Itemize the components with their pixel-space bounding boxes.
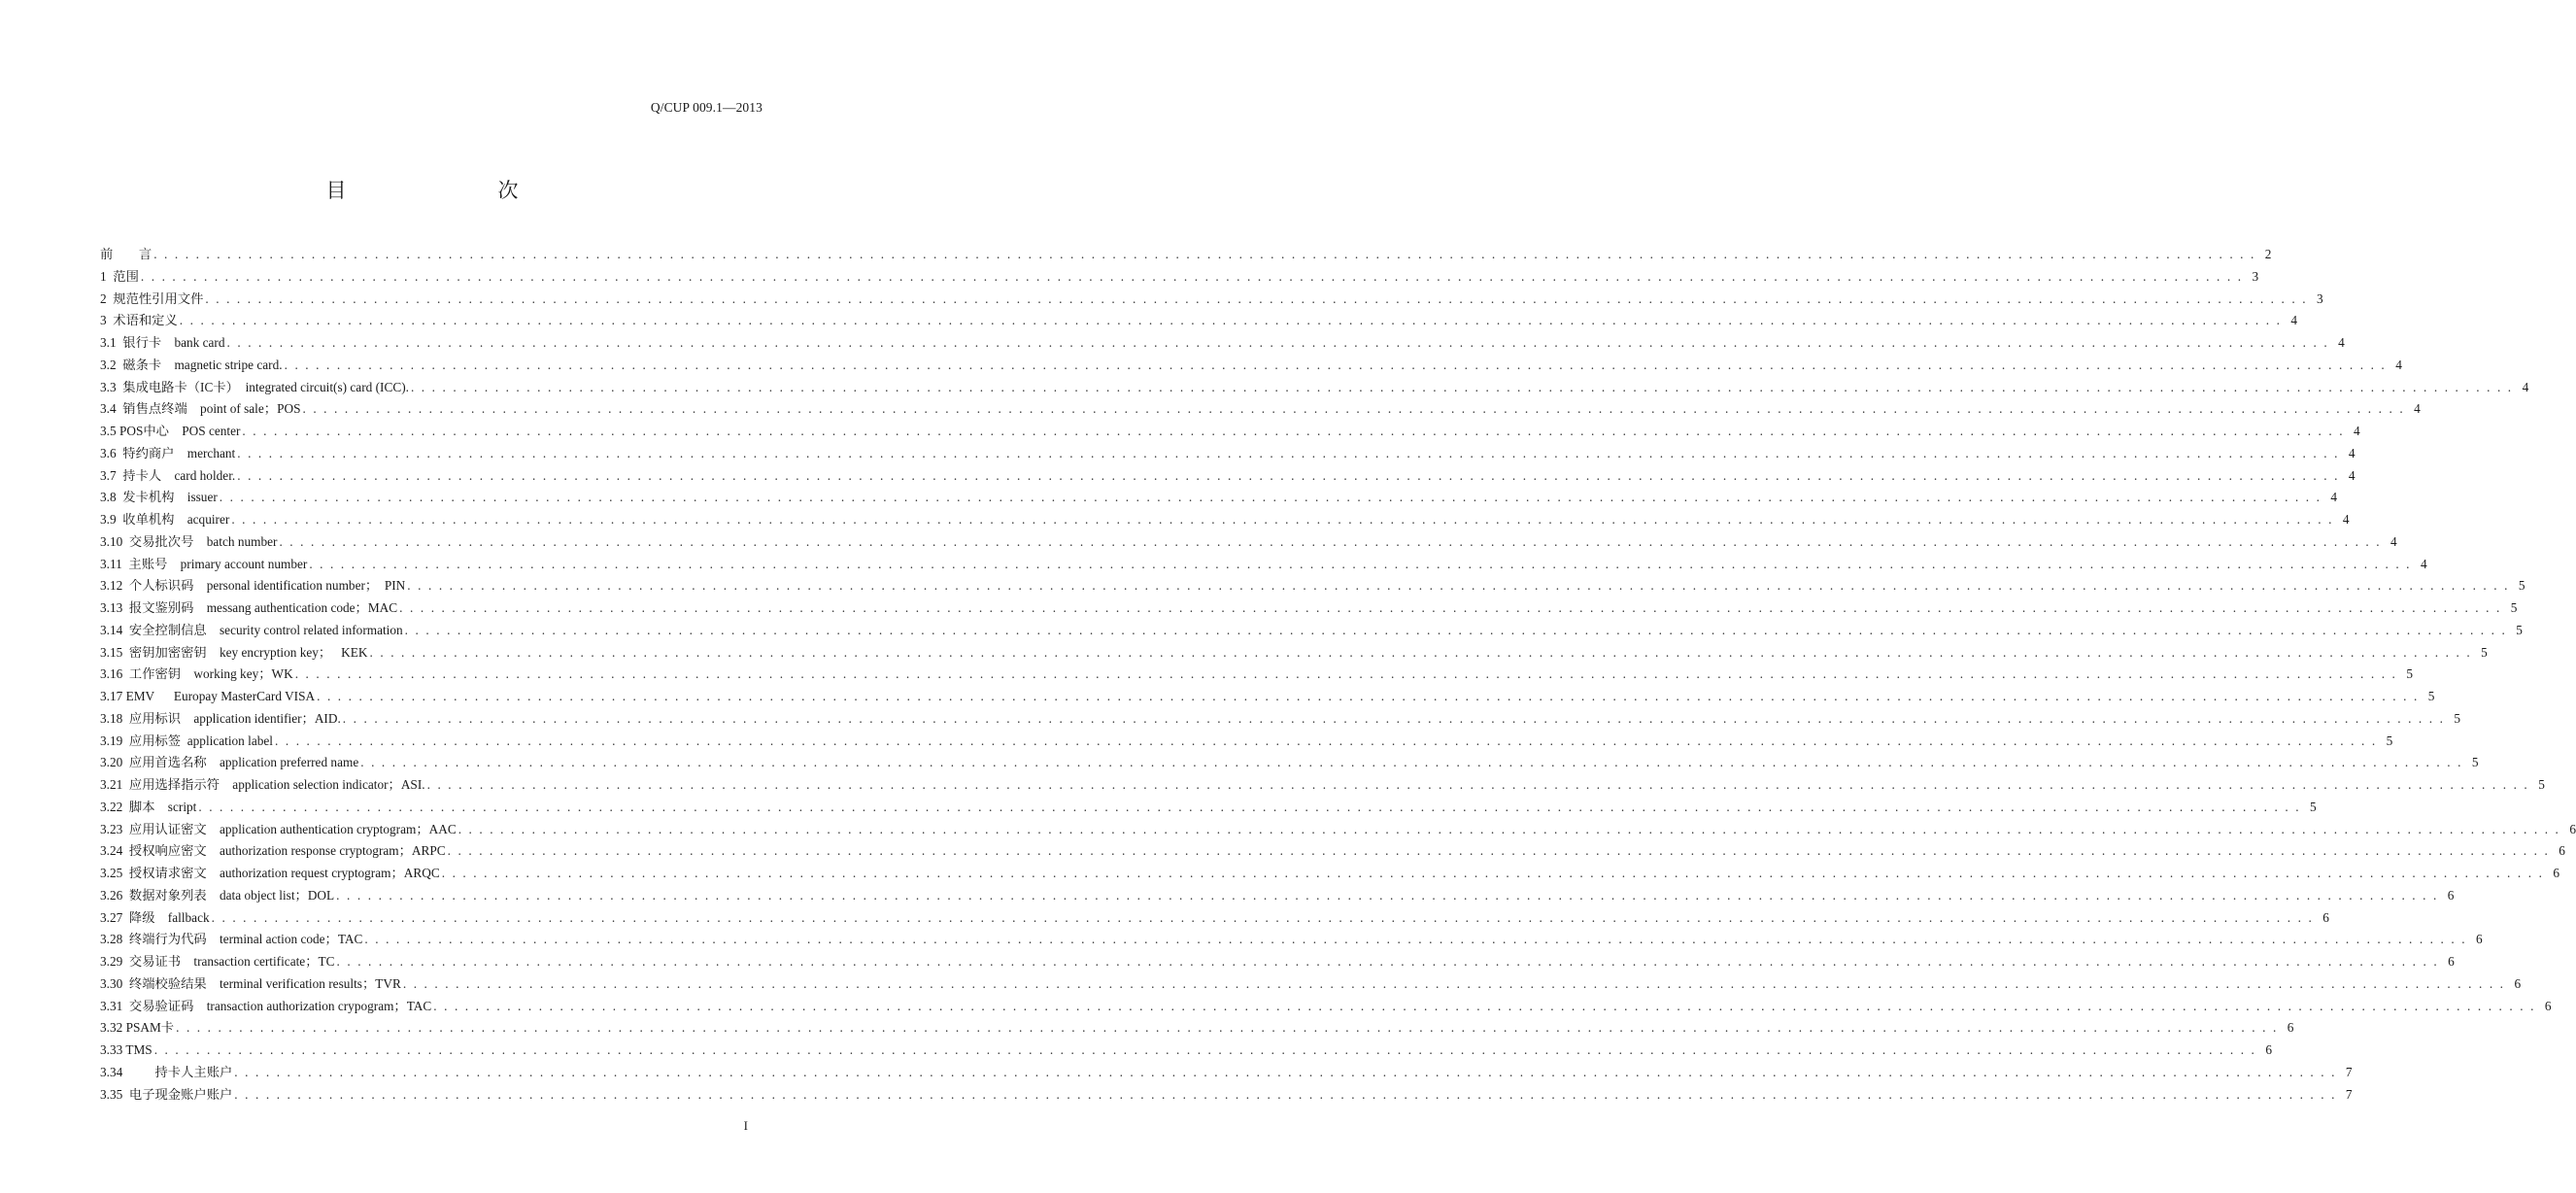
toc-entry[interactable] (100, 421, 2360, 443)
toc-leader-dots: . . . . . . . . . . . . . . . . . . . . . . . . . . . . . . . . . . . . . . . . . . . . . . . . . . . . . . . . . . . . . . . . . . . . . . . . . . . . . . . . . . . . . . . . . . . . . . . . . . . . . . . . . . . . . . . . . . . . . . . . . . . . . . . . . . . . . . . . . . . . . . . . . . . . . . . . . . . . . . . . . . . . . . . . . . . . . . . . . . . . . . . . . . . . . . . . . . . . . . . . (153, 1042, 2256, 1057)
toc-entry-page: 6 (2265, 1042, 2272, 1057)
toc-leader-dots: . . . . . . . . . . . . . . . . . . . . . . . . . . . . . . . . . . . . . . . . . . . . . . . . . . . . . . . . . . . . . . . . . . . . . . . . . . . . . . . . . . . . . . . . . . . . . . . . . . . . . . . . . . . . . . . . . . . . . . . . . . . . . . . . . . . . . . . . . . . . . . . . . . . . . . . . . . . . . . . . . . . . . . . . . . . . . . . . . . . . . . . . . . . . . . . . . . . . . . . . (404, 622, 2507, 637)
toc-leader-dots: . . . . . . . . . . . . . . . . . . . . . . . . . . . . . . . . . . . . . . . . . . . . . . . . . . . . . . . . . . . . . . . . . . . . . . . . . . . . . . . . . . . . . . . . . . . . . . . . . . . . . . . . . . . . . . . . . . . . . . . . . . . . . . . . . . . . . . . . . . . . . . . . . . . . . . . . . . . . . . . . . . . . . . . . . . . . . . . . . . . . . . . . . . . . . . . . . . . . . . . . (176, 1020, 2279, 1036)
toc-leader-dots: . . . . . . . . . . . . . . . . . . . . . . . . . . . . . . . . . . . . . . . . . . . . . . . . . . . . . . . . . . . . . . . . . . . . . . . . . . . . . . . . . . . . . . . . . . . . . . . . . . . . . . . . . . . . . . . . . . . . . . . . . . . . . . . . . . . . . . . . . . . . . . . . . . . . . . . . . . . . . . . . . . . . . . . . . . . . . . . . . . . . . . . . . . . . . . . . . . . . . . . . (433, 998, 2536, 1013)
toc-leader-dots: . . . . . . . . . . . . . . . . . . . . . . . . . . . . . . . . . . . . . . . . . . . . . . . . . . . . . . . . . . . . . . . . . . . . . . . . . . . . . . . . . . . . . . . . . . . . . . . . . . . . . . . . . . . . . . . . . . . . . . . . . . . . . . . . . . . . . . . . . . . . . . . . . . . . . . . . . . . . . . . . . . . . . . . . . . . . . . . . . . . . . . . . . . . . . . . . . . . . . . . . (399, 600, 2502, 615)
toc-entry-label: 3.12 个人标识码 personal identification number； PIN (100, 578, 406, 594)
toc-entry[interactable] (100, 575, 2525, 597)
toc-leader-dots: . . . . . . . . . . . . . . . . . . . . . . . . . . . . . . . . . . . . . . . . . . . . . . . . . . . . . . . . . . . . . . . . . . . . . . . . . . . . . . . . . . . . . . . . . . . . . . . . . . . . . . . . . . . . . . . . . . . . . . . . . . . . . . . . . . . . . . . . . . . . . . . . . . . . . . . . . . . . . . . . . . . . . . . . . . . . . . . . . . . . . . . . . . . . . . . . . . . . . . . . (407, 578, 2510, 594)
toc-entry[interactable] (100, 443, 2356, 465)
toc-entry-page: 5 (2481, 644, 2488, 660)
toc-entry-page: 4 (2290, 313, 2298, 328)
toc-entry-label: 3.16 工作密钥 working key；WK (100, 666, 293, 682)
toc-leader-dots: . . . . . . . . . . . . . . . . . . . . . . . . . . . . . . . . . . . . . . . . . . . . . . . . . . . . . . . . . . . . . . . . . . . . . . . . . . . . . . . . . . . . . . . . . . . . . . . . . . . . . . . . . . . . . . . . . . . . . . . . . . . . . . . . . . . . . . . . . . . . . . . . . . . . . . . . . . . . . . . . . . . . . . . . . . . . . . . . . . . . . . . . . . . . . . . . . . . . . . . . (198, 799, 2301, 814)
toc-entry[interactable] (100, 377, 2529, 399)
toc-leader-dots: . . . . . . . . . . . . . . . . . . . . . . . . . . . . . . . . . . . . . . . . . . . . . . . . . . . . . . . . . . . . . . . . . . . . . . . . . . . . . . . . . . . . . . . . . . . . . . . . . . . . . . . . . . . . . . . . . . . . . . . . . . . . . . . . . . . . . . . . . . . . . . . . . . . . . . . . . . . . . . . . . . . . . . . . . . . . . . . . . . . . . . . . . . . . . . . . . . . . . . . . (336, 954, 2439, 969)
toc-leader-dots: . . . . . . . . . . . . . . . . . . . . . . . . . . . . . . . . . . . . . . . . . . . . . . . . . . . . . . . . . . . . . . . . . . . . . . . . . . . . . . . . . . . . . . . . . . . . . . . . . . . . . . . . . . . . . . . . . . . . . . . . . . . . . . . . . . . . . . . . . . . . . . . . . . . . . . . . . . . . . . . . . . . . . . . . . . . . . . . . . . . . . . . . . . . . . . . . . . . . . . . . (309, 556, 2412, 571)
toc-entry[interactable] (100, 686, 2435, 708)
toc-entry-page: 5 (2538, 777, 2545, 792)
toc-entry-label: 前 言 (100, 247, 153, 261)
toc-entry-page: 3 (2252, 268, 2259, 284)
toc-leader-dots: . . . . . . . . . . . . . . . . . . . . . . . . . . . . . . . . . . . . . . . . . . . . . . . . . . . . . . . . . . . . . . . . . . . . . . . . . . . . . . . . . . . . . . . . . . . . . . . . . . . . . . . . . . . . . . . . . . . . . . . . . . . . . . . . . . . . . . . . . . . . . . . . . . . . . . . . . . . . . . . . . . . . . . . . . . . . . . . . . . . . . . . . . . . . . . . . . . . . . . . . (211, 909, 2314, 925)
page-number: I (743, 1118, 748, 1133)
toc-entry[interactable] (100, 819, 2576, 841)
toc-entry-label: 3.13 报文鉴别码 messang authentication code；MAC (100, 600, 398, 615)
toc-entry[interactable] (100, 752, 2479, 774)
toc-leader-dots: . . . . . . . . . . . . . . . . . . . . . . . . . . . . . . . . . . . . . . . . . . . . . . . . . . . . . . . . . . . . . . . . . . . . . . . . . . . . . . . . . . . . . . . . . . . . . . . . . . . . . . . . . . . . . . . . . . . . . . . . . . . . . . . . . . . . . . . . . . . . . . . . . . . . . . . . . . . . . . . . . . . . . . . . . . . . . . . . . . . . . . . . . . . . . . . . . . . . . . . . (441, 866, 2544, 880)
toc-leader-dots: . . . . . . . . . . . . . . . . . . . . . . . . . . . . . . . . . . . . . . . . . . . . . . . . . . . . . . . . . . . . . . . . . . . . . . . . . . . . . . . . . . . . . . . . . . . . . . . . . . . . . . . . . . . . . . . . . . . . . . . . . . . . . . . . . . . . . . . . . . . . . . . . . . . . . . . . . . . . . . . . . . . . . . . . . . . . . . . . . . . . . . . . . . . . . . . . . . . . . . . . (342, 710, 2446, 726)
toc-entry-page: 5 (2516, 622, 2523, 637)
toc-entry-label: 3.9 收单机构 acquirer (100, 512, 230, 527)
toc-leader-dots: . . . . . . . . . . . . . . . . . . . . . . . . . . . . . . . . . . . . . . . . . . . . . . . . . . . . . . . . . . . . . . . . . . . . . . . . . . . . . . . . . . . . . . . . . . . . . . . . . . . . . . . . . . . . . . . . . . . . . . . . . . . . . . . . . . . . . . . . . . . . . . . . . . . . . . . . . . . . . . . . . . . . . . . . . . . . . . . . . . . . . . . . . . . . . . . . . . . . . . . . (234, 1086, 2337, 1102)
toc-entry[interactable] (100, 1040, 2272, 1062)
toc-leader-dots: . . . . . . . . . . . . . . . . . . . . . . . . . . . . . . . . . . . . . . . . . . . . . . . . . . . . . . . . . . . . . . . . . . . . . . . . . . . . . . . . . . . . . . . . . . . . . . . . . . . . . . . . . . . . . . . . . . . . . . . . . . . . . . . . . . . . . . . . . . . . . . . . . . . . . . . . . . . . . . . . . . . . . . . . . . . . . . . . . . . . . . . . . . . . . . . . . . . . . . . . (364, 932, 2467, 947)
toc-entry[interactable] (100, 620, 2523, 642)
toc-entry[interactable] (100, 1084, 2353, 1107)
toc-entry[interactable] (100, 289, 2323, 311)
toc-entry-page: 6 (2514, 975, 2522, 991)
toc-entry-page: 5 (2510, 600, 2518, 615)
toc-entry-label: 3.32 PSAM卡 (100, 1020, 175, 1036)
toc-entry[interactable] (100, 907, 2329, 930)
toc-entry-label: 3.19 应用标签 application label (100, 733, 273, 748)
toc-entry[interactable] (100, 996, 2552, 1018)
toc-entry[interactable] (100, 531, 2397, 554)
toc-entry-page: 7 (2345, 1086, 2353, 1102)
toc-entry-label: 1 范围 (100, 268, 139, 284)
toc-entry[interactable] (100, 1017, 2294, 1040)
toc-entry-label: 3.24 授权响应密文 authorization response cryptogram；ARPC (100, 843, 446, 859)
toc-title: 目 次 (325, 179, 556, 202)
toc-entry-page: 4 (2348, 445, 2356, 460)
toc-entry[interactable] (100, 509, 2350, 531)
toc-entry-page: 6 (2448, 954, 2455, 969)
toc-entry-label: 3.3 集成电路卡（IC卡） integrated circuit(s) card (ICC). (100, 379, 409, 394)
toc-entry-label: 3.14 安全控制信息 security control related information (100, 622, 403, 637)
toc-entry-label: 3.15 密钥加密密钥 key encryption key； KEK (100, 644, 368, 660)
toc-leader-dots: . . . . . . . . . . . . . . . . . . . . . . . . . . . . . . . . . . . . . . . . . . . . . . . . . . . . . . . . . . . . . . . . . . . . . . . . . . . . . . . . . . . . . . . . . . . . . . . . . . . . . . . . . . . . . . . . . . . . . . . . . . . . . . . . . . . . . . . . . . . . . . . . . . . . . . . . . . . . . . . . . . . . . . . . . . . . . . . . . . . . . . . . . . . . . . . . . . . . . . . . (242, 424, 2345, 438)
toc-entry-page: 4 (2395, 357, 2402, 372)
toc-entry[interactable] (100, 774, 2545, 797)
toc-entry-page: 5 (2386, 733, 2393, 748)
toc-entry-label: 3.4 销售点终端 point of sale；POS (100, 401, 301, 417)
toc-entry[interactable] (100, 840, 2565, 863)
toc-entry-label: 3.11 主账号 primary account number (100, 556, 308, 571)
toc-entry-page: 2 (2264, 247, 2272, 261)
toc-entry[interactable] (100, 642, 2488, 665)
toc-leader-dots: . . . . . . . . . . . . . . . . . . . . . . . . . . . . . . . . . . . . . . . . . . . . . . . . . . . . . . . . . . . . . . . . . . . . . . . . . . . . . . . . . . . . . . . . . . . . . . . . . . . . . . . . . . . . . . . . . . . . . . . . . . . . . . . . . . . . . . . . . . . . . . . . . . . . . . . . . . . . . . . . . . . . . . . . . . . . . . . . . . . . . . . . . . . . . . . . . . . . . . . . (336, 887, 2439, 903)
toc-leader-dots: . . . . . . . . . . . . . . . . . . . . . . . . . . . . . . . . . . . . . . . . . . . . . . . . . . . . . . . . . . . . . . . . . . . . . . . . . . . . . . . . . . . . . . . . . . . . . . . . . . . . . . . . . . . . . . . . . . . . . . . . . . . . . . . . . . . . . . . . . . . . . . . . . . . . . . . . . . . . . . . . . . . . . . . . . . . . . . . . . . . . . . . . . . . . . . . . . . . . . . . . (294, 666, 2397, 682)
toc-entry-page: 4 (2420, 556, 2427, 571)
toc-leader-dots: . . . . . . . . . . . . . . . . . . . . . . . . . . . . . . . . . . . . . . . . . . . . . . . . . . . . . . . . . . . . . . . . . . . . . . . . . . . . . . . . . . . . . . . . . . . . . . . . . . . . . . . . . . . . . . . . . . . . . . . . . . . . . . . . . . . . . . . . . . . . . . . . . . . . . . . . . . . . . . . . . . . . . . . . . . . . . . . . . . . . . . . . . . . . . . . . . . . . . . . . (234, 1064, 2337, 1079)
toc-leader-dots: . . . . . . . . . . . . . . . . . . . . . . . . . . . . . . . . . . . . . . . . . . . . . . . . . . . . . . . . . . . . . . . . . . . . . . . . . . . . . . . . . . . . . . . . . . . . . . . . . . . . . . . . . . . . . . . . . . . . . . . . . . . . . . . . . . . . . . . . . . . . . . . . . . . . . . . . . . . . . . . . . . . . . . . . . . . . . . . . . . . . . . . . . . . . . . . . . . . . . . . . (231, 512, 2334, 527)
toc-entry-label: 3.10 交易批次号 batch number (100, 533, 278, 549)
toc-leader-dots: . . . . . . . . . . . . . . . . . . . . . . . . . . . . . . . . . . . . . . . . . . . . . . . . . . . . . . . . . . . . . . . . . . . . . . . . . . . . . . . . . . . . . . . . . . . . . . . . . . . . . . . . . . . . . . . . . . . . . . . . . . . . . . . . . . . . . . . . . . . . . . . . . . . . . . . . . . . . . . . . . . . . . . . . . . . . . . . . . . . . . . . . . . . . . . . . . . . . . . . . (205, 290, 2308, 306)
toc-entry[interactable] (100, 708, 2461, 731)
toc-entry-page: 6 (2322, 909, 2329, 925)
toc-entry-label: 3.22 脚本 script (100, 799, 197, 814)
toc-entry[interactable] (100, 664, 2413, 686)
toc-entry-page: 7 (2345, 1064, 2353, 1079)
toc-entry-page: 5 (2454, 710, 2461, 726)
toc-entry-label: 3.30 终端校验结果 terminal verification results；TVR (100, 975, 401, 991)
toc-leader-dots: . . . . . . . . . . . . . . . . . . . . . . . . . . . . . . . . . . . . . . . . . . . . . . . . . . . . . . . . . . . . . . . . . . . . . . . . . . . . . . . . . . . . . . . . . . . . . . . . . . . . . . . . . . . . . . . . . . . . . . . . . . . . . . . . . . . . . . . . . . . . . . . . . . . . . . . . . . . . . . . . . . . . . . . . . . . . . . . . . . . . . . . . . . . . . . . . . . . . . . . . (279, 533, 2382, 549)
toc-entry-label: 3.35 电子现金账户账户 (100, 1086, 233, 1102)
toc-entry[interactable] (100, 266, 2259, 289)
toc-entry-label: 2 规范性引用文件 (100, 290, 204, 306)
toc-leader-dots: . . . . . . . . . . . . . . . . . . . . . . . . . . . . . . . . . . . . . . . . . . . . . . . . . . . . . . . . . . . . . . . . . . . . . . . . . . . . . . . . . . . . . . . . . . . . . . . . . . . . . . . . . . . . . . . . . . . . . . . . . . . . . . . . . . . . . . . . . . . . . . . . . . . . . . . . . . . . . . . . . . . . . . . . . . . . . . . . . . . . . . . . . . . . . . . . . . . . . . . . (458, 821, 2560, 836)
toc-leader-dots: . . . . . . . . . . . . . . . . . . . . . . . . . . . . . . . . . . . . . . . . . . . . . . . . . . . . . . . . . . . . . . . . . . . . . . . . . . . . . . . . . . . . . . . . . . . . . . . . . . . . . . . . . . . . . . . . . . . . . . . . . . . . . . . . . . . . . . . . . . . . . . . . . . . . . . . . . . . . . . . . . . . . . . . . . . . . . . . . . . . . . . . . . . . . . . . . . . . . . . . . (153, 247, 2256, 261)
toc-leader-dots: . . . . . . . . . . . . . . . . . . . . . . . . . . . . . . . . . . . . . . . . . . . . . . . . . . . . . . . . . . . . . . . . . . . . . . . . . . . . . . . . . . . . . . . . . . . . . . . . . . . . . . . . . . . . . . . . . . . . . . . . . . . . . . . . . . . . . . . . . . . . . . . . . . . . . . . . . . . . . . . . . . . . . . . . . . . . . . . . . . . . . . . . . . . . . . . . . . . . . . . . (226, 335, 2329, 350)
toc-entry-label: 3.28 终端行为代码 terminal action code；TAC (100, 932, 363, 947)
toc-entry-label: 3.25 授权请求密文 authorization request cryptogram；ARQC (100, 866, 440, 880)
toc-entry-page: 4 (2522, 379, 2529, 394)
toc-leader-dots: . . . . . . . . . . . . . . . . . . . . . . . . . . . . . . . . . . . . . . . . . . . . . . . . . . . . . . . . . . . . . . . . . . . . . . . . . . . . . . . . . . . . . . . . . . . . . . . . . . . . . . . . . . . . . . . . . . . . . . . . . . . . . . . . . . . . . . . . . . . . . . . . . . . . . . . . . . . . . . . . . . . . . . . . . . . . . . . . . . . . . . . . . . . . . . . . . . . . . . . . (317, 689, 2420, 703)
toc-leader-dots: . . . . . . . . . . . . . . . . . . . . . . . . . . . . . . . . . . . . . . . . . . . . . . . . . . . . . . . . . . . . . . . . . . . . . . . . . . . . . . . . . . . . . . . . . . . . . . . . . . . . . . . . . . . . . . . . . . . . . . . . . . . . . . . . . . . . . . . . . . . . . . . . . . . . . . . . . . . . . . . . . . . . . . . . . . . . . . . . . . . . . . . . . . . . . . . . . . . . . . . . (410, 379, 2514, 394)
table-of-contents (100, 244, 2576, 1106)
toc-entry-label: 3 术语和定义 (100, 313, 178, 328)
toc-entry-label: 3.23 应用认证密文 application authentication cryptogram；AAC (100, 821, 457, 836)
toc-entry[interactable] (100, 554, 2427, 576)
toc-leader-dots: . . . . . . . . . . . . . . . . . . . . . . . . . . . . . . . . . . . . . . . . . . . . . . . . . . . . . . . . . . . . . . . . . . . . . . . . . . . . . . . . . . . . . . . . . . . . . . . . . . . . . . . . . . . . . . . . . . . . . . . . . . . . . . . . . . . . . . . . . . . . . . . . . . . . . . . . . . . . . . . . . . . . . . . . . . . . . . . . . . . . . . . . . . . . . . . . . . . . . . . . (402, 975, 2506, 991)
toc-entry-page: 4 (2354, 424, 2360, 438)
toc-entry-label: 3.20 应用首选名称 application preferred name (100, 755, 359, 770)
toc-entry[interactable] (100, 597, 2518, 620)
toc-entry-page: 4 (2330, 490, 2338, 505)
toc-entry-page: 6 (2447, 887, 2455, 903)
toc-entry[interactable] (100, 244, 2272, 266)
toc-entry[interactable] (100, 398, 2421, 421)
toc-entry[interactable] (100, 731, 2393, 753)
document-code: Q/CUP 009.1—2013 (650, 100, 763, 115)
toc-entry-page: 5 (2471, 755, 2479, 770)
toc-entry-label: 3.17 EMV Europay MasterCard VISA (100, 689, 316, 703)
toc-leader-dots: . . . . . . . . . . . . . . . . . . . . . . . . . . . . . . . . . . . . . . . . . . . . . . . . . . . . . . . . . . . . . . . . . . . . . . . . . . . . . . . . . . . . . . . . . . . . . . . . . . . . . . . . . . . . . . . . . . . . . . . . . . . . . . . . . . . . . . . . . . . . . . . . . . . . . . . . . . . . . . . . . . . . . . . . . . . . . . . . . . . . . . . . . . . . . . . . . . . . . . . . (302, 401, 2405, 417)
toc-leader-dots: . . . . . . . . . . . . . . . . . . . . . . . . . . . . . . . . . . . . . . . . . . . . . . . . . . . . . . . . . . . . . . . . . . . . . . . . . . . . . . . . . . . . . . . . . . . . . . . . . . . . . . . . . . . . . . . . . . . . . . . . . . . . . . . . . . . . . . . . . . . . . . . . . . . . . . . . . . . . . . . . . . . . . . . . . . . . . . . . . . . . . . . . . . . . . . . . . . . . . . . . (369, 644, 2472, 660)
toc-leader-dots: . . . . . . . . . . . . . . . . . . . . . . . . . . . . . . . . . . . . . . . . . . . . . . . . . . . . . . . . . . . . . . . . . . . . . . . . . . . . . . . . . . . . . . . . . . . . . . . . . . . . . . . . . . . . . . . . . . . . . . . . . . . . . . . . . . . . . . . . . . . . . . . . . . . . . . . . . . . . . . . . . . . . . . . . . . . . . . . . . . . . . . . . . . . . . . . . . . . . . . . . (284, 357, 2387, 372)
toc-leader-dots: . . . . . . . . . . . . . . . . . . . . . . . . . . . . . . . . . . . . . . . . . . . . . . . . . . . . . . . . . . . . . . . . . . . . . . . . . . . . . . . . . . . . . . . . . . . . . . . . . . . . . . . . . . . . . . . . . . . . . . . . . . . . . . . . . . . . . . . . . . . . . . . . . . . . . . . . . . . . . . . . . . . . . . . . . . . . . . . . . . . . . . . . . . . . . . . . . . . . . . . . (360, 755, 2463, 770)
toc-entry-label: 3.5 POS中心 POS center (100, 424, 241, 438)
toc-entry-page: 6 (2544, 998, 2552, 1013)
toc-entry-label: 3.31 交易验证码 transaction authorization crypogram；TAC (100, 998, 432, 1013)
toc-entry[interactable] (100, 487, 2338, 509)
toc-entry[interactable] (100, 951, 2455, 973)
toc-entry-page: 4 (2338, 335, 2345, 350)
toc-entry-page: 5 (2427, 689, 2435, 703)
toc-entry-label: 3.27 降级 fallback (100, 909, 210, 925)
toc-leader-dots: . . . . . . . . . . . . . . . . . . . . . . . . . . . . . . . . . . . . . . . . . . . . . . . . . . . . . . . . . . . . . . . . . . . . . . . . . . . . . . . . . . . . . . . . . . . . . . . . . . . . . . . . . . . . . . . . . . . . . . . . . . . . . . . . . . . . . . . . . . . . . . . . . . . . . . . . . . . . . . . . . . . . . . . . . . . . . . . . . . . . . . . . . . . . . . . . . . . . . . . . (219, 490, 2322, 505)
toc-entry-page: 6 (2287, 1020, 2294, 1036)
toc-entry-page: 5 (2406, 666, 2413, 682)
toc-entry-page: 5 (2309, 799, 2317, 814)
toc-leader-dots: . . . . . . . . . . . . . . . . . . . . . . . . . . . . . . . . . . . . . . . . . . . . . . . . . . . . . . . . . . . . . . . . . . . . . . . . . . . . . . . . . . . . . . . . . . . . . . . . . . . . . . . . . . . . . . . . . . . . . . . . . . . . . . . . . . . . . . . . . . . . . . . . . . . . . . . . . . . . . . . . . . . . . . . . . . . . . . . . . . . . . . . . . . . . . . . . . . . . . . . . (237, 467, 2340, 483)
toc-entry-label: 3.21 应用选择指示符 application selection indicator；ASI. (100, 777, 425, 792)
toc-entry-page: 4 (2348, 467, 2356, 483)
toc-entry[interactable] (100, 310, 2298, 332)
toc-leader-dots: . . . . . . . . . . . . . . . . . . . . . . . . . . . . . . . . . . . . . . . . . . . . . . . . . . . . . . . . . . . . . . . . . . . . . . . . . . . . . . . . . . . . . . . . . . . . . . . . . . . . . . . . . . . . . . . . . . . . . . . . . . . . . . . . . . . . . . . . . . . . . . . . . . . . . . . . . . . . . . . . . . . . . . . . . . . . . . . . . . . . . . . . . . . . . . . . . . . . . . . . (140, 268, 2244, 284)
toc-entry-label: 3.34 持卡人主账户 (100, 1064, 233, 1079)
toc-leader-dots: . . . . . . . . . . . . . . . . . . . . . . . . . . . . . . . . . . . . . . . . . . . . . . . . . . . . . . . . . . . . . . . . . . . . . . . . . . . . . . . . . . . . . . . . . . . . . . . . . . . . . . . . . . . . . . . . . . . . . . . . . . . . . . . . . . . . . . . . . . . . . . . . . . . . . . . . . . . . . . . . . . . . . . . . . . . . . . . . . . . . . . . . . . . . . . . . . . . . . . . . (447, 843, 2550, 859)
toc-entry[interactable] (100, 465, 2356, 488)
toc-leader-dots: . . . . . . . . . . . . . . . . . . . . . . . . . . . . . . . . . . . . . . . . . . . . . . . . . . . . . . . . . . . . . . . . . . . . . . . . . . . . . . . . . . . . . . . . . . . . . . . . . . . . . . . . . . . . . . . . . . . . . . . . . . . . . . . . . . . . . . . . . . . . . . . . . . . . . . . . . . . . . . . . . . . . . . . . . . . . . . . . . . . . . . . . . . . . . . . . . . . . . . . . (426, 777, 2529, 792)
toc-entry-page: 4 (2390, 533, 2397, 549)
toc-entry-label: 3.1 银行卡 bank card (100, 335, 225, 350)
toc-entry-label: 3.6 特约商户 merchant (100, 445, 236, 460)
toc-entry[interactable] (100, 797, 2317, 819)
toc-entry-label: 3.26 数据对象列表 data object list；DOL (100, 887, 335, 903)
toc-entry-page: 6 (2559, 843, 2565, 859)
toc-entry[interactable] (100, 332, 2345, 355)
toc-entry-page: 4 (2342, 512, 2350, 527)
toc-entry[interactable] (100, 885, 2455, 907)
toc-entry[interactable] (100, 1062, 2353, 1084)
toc-entry-page: 6 (2553, 866, 2559, 880)
toc-entry-page: 3 (2316, 290, 2323, 306)
toc-entry-page: 5 (2518, 578, 2525, 594)
toc-entry[interactable] (100, 929, 2483, 951)
toc-leader-dots: . . . . . . . . . . . . . . . . . . . . . . . . . . . . . . . . . . . . . . . . . . . . . . . . . . . . . . . . . . . . . . . . . . . . . . . . . . . . . . . . . . . . . . . . . . . . . . . . . . . . . . . . . . . . . . . . . . . . . . . . . . . . . . . . . . . . . . . . . . . . . . . . . . . . . . . . . . . . . . . . . . . . . . . . . . . . . . . . . . . . . . . . . . . . . . . . . . . . . . . . (275, 733, 2378, 748)
toc-entry-label: 3.8 发卡机构 issuer (100, 490, 218, 505)
toc-entry-label: 3.7 持卡人 card holder. (100, 467, 236, 483)
toc-entry-page: 4 (2414, 401, 2421, 417)
toc-entry-page: 6 (2475, 932, 2483, 947)
toc-entry-page: 6 (2569, 821, 2576, 836)
toc-entry-label: 3.18 应用标识 application identifier；AID. (100, 710, 341, 726)
toc-entry[interactable] (100, 973, 2522, 996)
toc-entry-label: 3.33 TMS (100, 1042, 153, 1057)
toc-entry-label: 3.2 磁条卡 magnetic stripe card. (100, 357, 283, 372)
toc-entry-label: 3.29 交易证书 transaction certificate；TC (100, 954, 335, 969)
toc-entry[interactable] (100, 863, 2559, 885)
toc-leader-dots: . . . . . . . . . . . . . . . . . . . . . . . . . . . . . . . . . . . . . . . . . . . . . . . . . . . . . . . . . . . . . . . . . . . . . . . . . . . . . . . . . . . . . . . . . . . . . . . . . . . . . . . . . . . . . . . . . . . . . . . . . . . . . . . . . . . . . . . . . . . . . . . . . . . . . . . . . . . . . . . . . . . . . . . . . . . . . . . . . . . . . . . . . . . . . . . . . . . . . . . . (179, 313, 2283, 328)
toc-leader-dots: . . . . . . . . . . . . . . . . . . . . . . . . . . . . . . . . . . . . . . . . . . . . . . . . . . . . . . . . . . . . . . . . . . . . . . . . . . . . . . . . . . . . . . . . . . . . . . . . . . . . . . . . . . . . . . . . . . . . . . . . . . . . . . . . . . . . . . . . . . . . . . . . . . . . . . . . . . . . . . . . . . . . . . . . . . . . . . . . . . . . . . . . . . . . . . . . . . . . . . . . (237, 445, 2340, 460)
toc-entry[interactable] (100, 355, 2402, 377)
